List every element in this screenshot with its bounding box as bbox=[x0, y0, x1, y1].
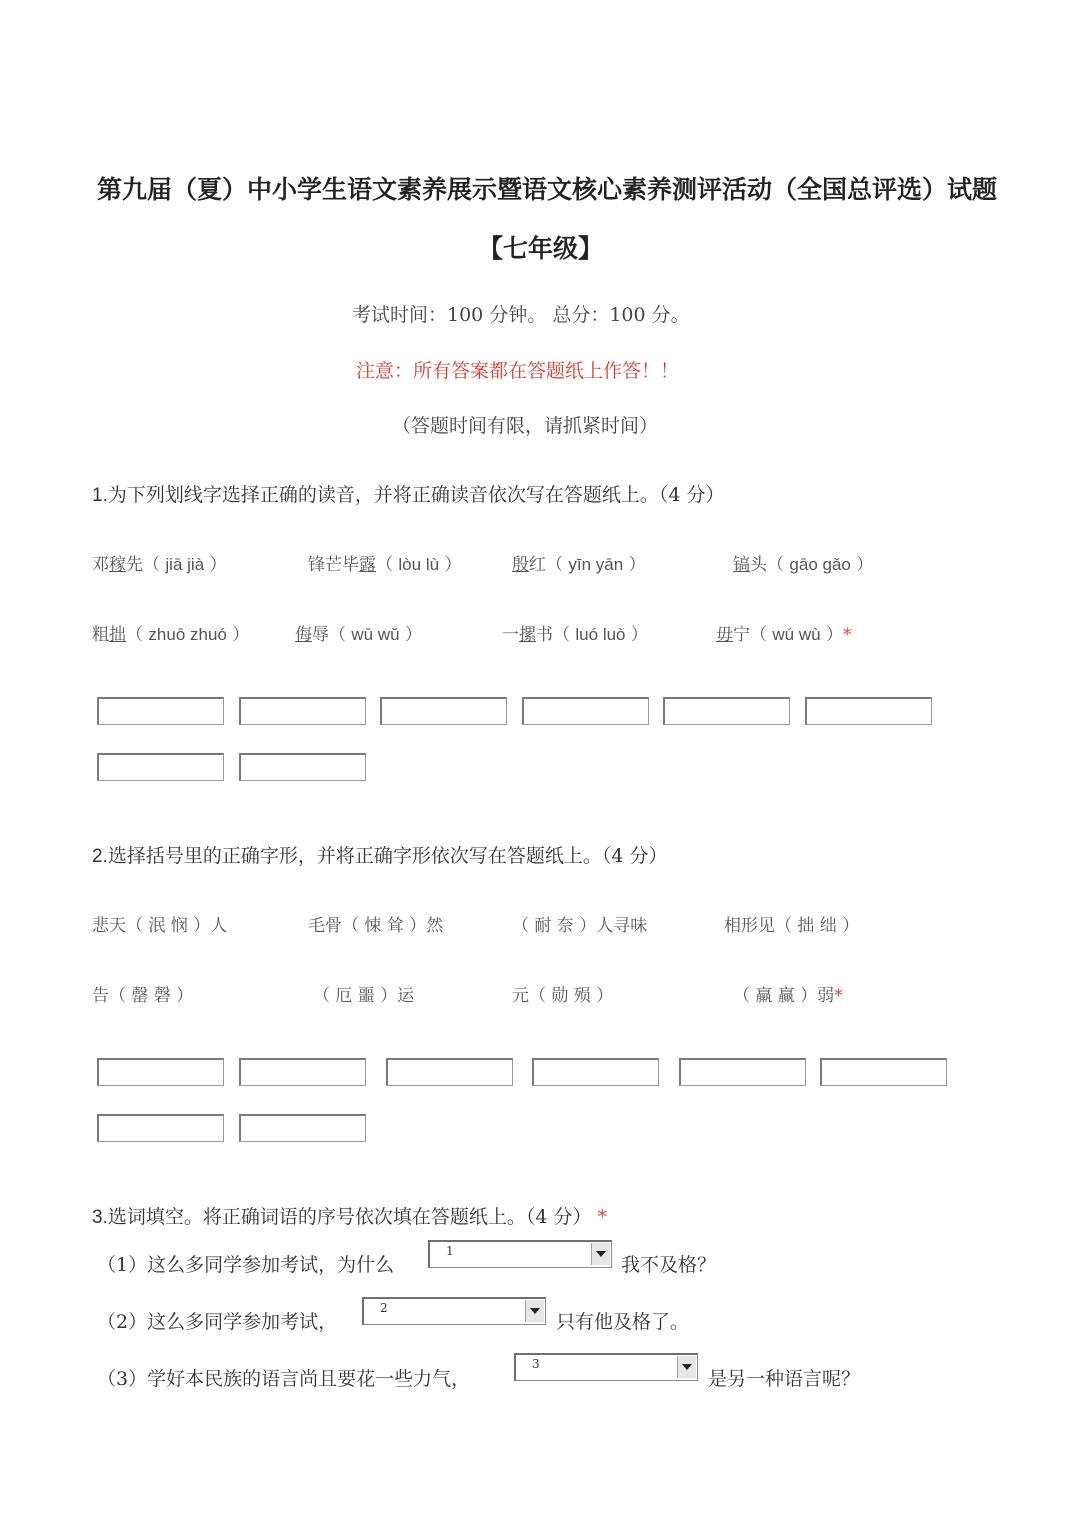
q2-item: 悲天（ 泯 悯 ）人 bbox=[92, 916, 228, 936]
q3-sentence-3-prefix: （3）学好本民族的语言尚且要花一些力气， bbox=[97, 1368, 471, 1390]
q3-sentence-3-suffix: 是另一种语言呢？ bbox=[708, 1368, 861, 1390]
q2-answer-input-4[interactable] bbox=[532, 1058, 659, 1086]
q2-answer-input-2[interactable] bbox=[239, 1058, 366, 1086]
q1-item: 殷红（ yīn yān ） bbox=[512, 555, 646, 575]
q3-sentence-2-prefix: （2）这么多同学参加考试， bbox=[97, 1311, 338, 1333]
question-number: 3. bbox=[92, 1207, 108, 1228]
q3-answer-select-2[interactable] bbox=[362, 1297, 546, 1325]
required-marker: * bbox=[843, 625, 852, 645]
required-marker: * bbox=[834, 986, 843, 1006]
question-1-heading bbox=[92, 480, 725, 507]
q3-answer-select-3[interactable] bbox=[514, 1353, 698, 1381]
selected-value: 3 bbox=[532, 1357, 540, 1371]
q1-item: 镐头（ gāo gǎo ） bbox=[733, 555, 874, 575]
time-hint: （答题时间有限，请抓紧时间） bbox=[392, 415, 659, 437]
question-prompt: 选择括号里的正确字形，并将正确字形依次写在答题纸上。（4 分） bbox=[107, 845, 668, 867]
exam-info: 考试时间：100 分钟。 总分：100 分。 bbox=[352, 304, 690, 326]
q1-item: 侮辱（ wū wǔ ） bbox=[295, 625, 422, 645]
grade-label: 【七年级】 bbox=[478, 234, 604, 263]
page-title: 第九届（夏）中小学生语文素养展示暨语文核心素养测评活动（全国总评选）试题 bbox=[97, 175, 998, 204]
q2-item: （ 厄 噩 ）运 bbox=[313, 986, 415, 1006]
required-marker: * bbox=[597, 1206, 608, 1228]
q1-answer-input-8[interactable] bbox=[239, 753, 366, 781]
q1-answer-input-7[interactable] bbox=[97, 753, 224, 781]
q1-answer-input-1[interactable] bbox=[97, 697, 224, 725]
q2-item: （ 耐 奈 ）人寻味 bbox=[512, 916, 648, 936]
question-3-heading bbox=[92, 1202, 607, 1229]
q1-answer-input-6[interactable] bbox=[805, 697, 932, 725]
q2-answer-input-5[interactable] bbox=[679, 1058, 806, 1086]
chevron-down-icon[interactable] bbox=[591, 1243, 610, 1265]
q1-item: 邓稼先（ jiā jià ） bbox=[92, 555, 227, 575]
q3-answer-select-1[interactable] bbox=[428, 1240, 612, 1268]
chevron-down-icon[interactable] bbox=[525, 1300, 544, 1322]
notice-text: 注意：所有答案都在答题纸上作答！！ bbox=[356, 360, 680, 382]
q2-item: 元（ 勋 殒 ） bbox=[512, 986, 614, 1006]
q1-answer-input-4[interactable] bbox=[522, 697, 649, 725]
question-2-heading bbox=[92, 841, 668, 868]
selected-value: 2 bbox=[380, 1301, 388, 1315]
q2-answer-input-1[interactable] bbox=[97, 1058, 224, 1086]
q3-sentence-1-prefix: （1）这么多同学参加考试，为什么 bbox=[97, 1254, 395, 1276]
question-number: 1. bbox=[92, 485, 108, 506]
q3-sentence-2-suffix: 只有他及格了。 bbox=[556, 1311, 690, 1333]
q3-sentence-1-suffix: 我不及格？ bbox=[621, 1254, 717, 1276]
question-prompt: 选词填空。将正确词语的序号依次填在答题纸上。（4 分） bbox=[107, 1206, 592, 1228]
q1-item: 一摞书（ luó luò ） bbox=[502, 625, 648, 645]
question-number: 2. bbox=[92, 846, 108, 867]
q1-item: 锋芒毕露（ lòu lù ） bbox=[308, 555, 462, 575]
q2-answer-input-6[interactable] bbox=[820, 1058, 947, 1086]
q1-answer-input-5[interactable] bbox=[663, 697, 790, 725]
q1-answer-input-2[interactable] bbox=[239, 697, 366, 725]
q2-item: 相形见（ 拙 绌 ） bbox=[724, 916, 860, 936]
q2-item: 告（ 罄 磬 ） bbox=[92, 986, 194, 1006]
q2-answer-input-7[interactable] bbox=[97, 1114, 224, 1142]
selected-value: 1 bbox=[446, 1244, 454, 1258]
question-prompt: 为下列划线字选择正确的读音，并将正确读音依次写在答题纸上。（4 分） bbox=[107, 484, 725, 506]
q2-item: 毛骨（ 悚 耸 ）然 bbox=[308, 916, 444, 936]
q2-answer-input-8[interactable] bbox=[239, 1114, 366, 1142]
q1-item: 粗拙（ zhuō zhuó ） bbox=[92, 625, 250, 645]
chevron-down-icon[interactable] bbox=[677, 1356, 696, 1378]
q2-item: （ 羸 赢 ）弱* bbox=[733, 986, 843, 1006]
q1-item: 毋宁（ wú wù ）* bbox=[716, 625, 852, 645]
q2-answer-input-3[interactable] bbox=[386, 1058, 513, 1086]
q1-answer-input-3[interactable] bbox=[380, 697, 507, 725]
